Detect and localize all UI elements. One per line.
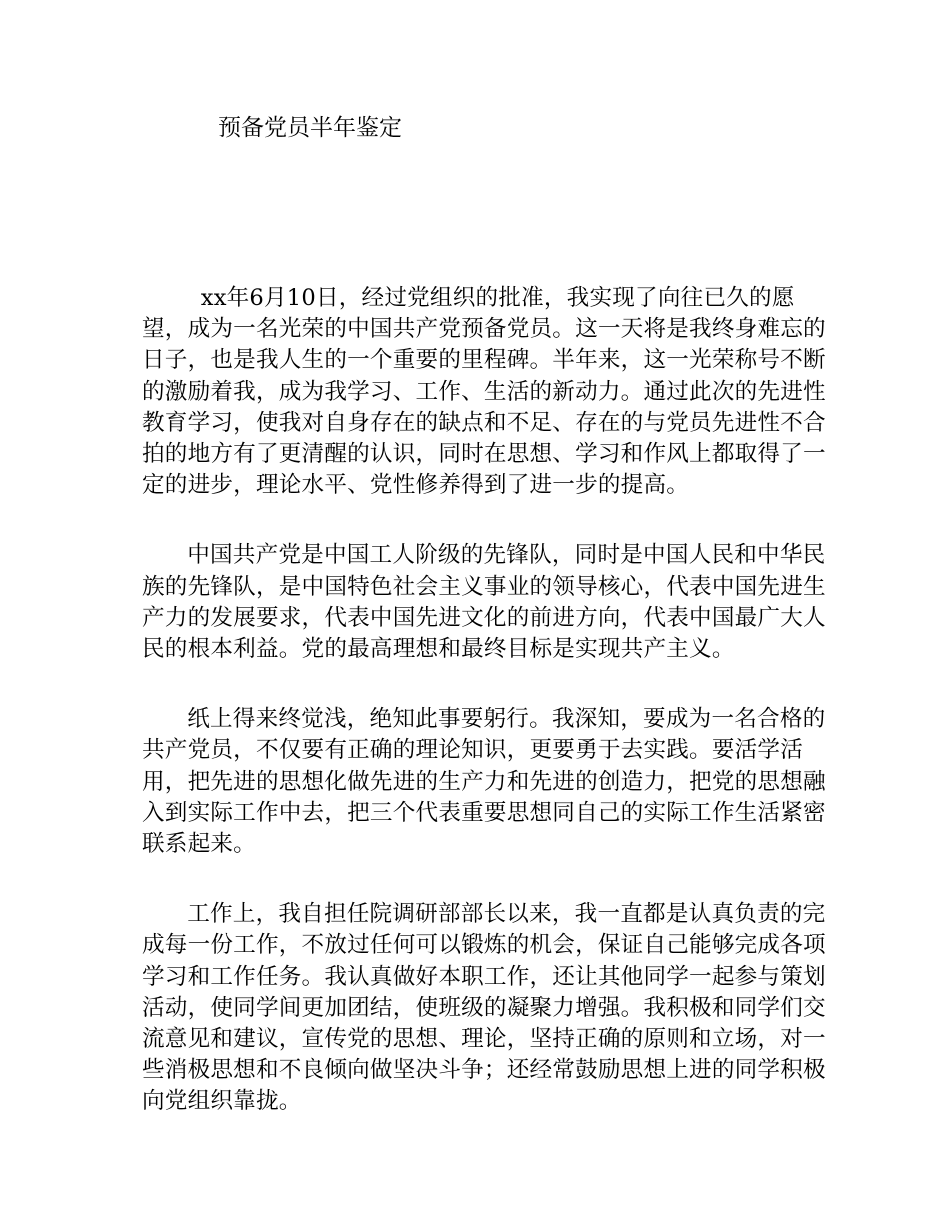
paragraph-2: 中国共产党是中国工人阶级的先锋队，同时是中国人民和中华民族的先锋队，是中国特色社会主义事业的领导核心，代表中国先进生产力的发展要求，代表中国先进文化的前进方向，代表中国最广大人民的根本利益。党的最高理想和最终目标是实现共产主义。: [142, 542, 826, 663]
paragraph-4: 工作上，我自担任院调研部部长以来，我一直都是认真负责的完成每一份工作，不放过任何可以锻炼的机会，保证自己能够完成各项学习和工作任务。我认真做好本职工作，还让其他同学一起参与策划活动，使同学间更加团结，使班级的凝聚力增强。我积极和同学们交流意见和建议，宣传党的思想、理论，坚持正确的原则和立场，对一些消极思想和不良倾向做坚决斗争；还经常鼓励思想上进的同学积极向党组织靠拢。: [142, 901, 826, 1115]
document-body: [142, 283, 826, 1157]
document-title: 预备党员半年鉴定: [218, 115, 402, 141]
paragraph-3: 纸上得来终觉浅，绝知此事要躬行。我深知，要成为一名合格的共产党员，不仅要有正确的理论知识，更要勇于去实践。要活学活用，把先进的思想化做先进的生产力和先进的创造力，把党的思想融入到实际工作中去，把三个代表重要思想同自己的实际工作生活紧密联系起来。: [142, 706, 826, 858]
paragraph-1: xx年6月10日，经过党组织的批准，我实现了向往已久的愿望，成为一名光荣的中国共产党预备党员。这一天将是我终身难忘的日子，也是我人生的一个重要的里程碑。半年来，这一光荣称号不断的激励着我，成为我学习、工作、生活的新动力。通过此次的先进性教育学习，使我对自身存在的缺点和不足、存在的与党员先进性不合拍的地方有了更清醒的认识，同时在思想、学习和作风上都取得了一定的进步，理论水平、党性修养得到了进一步的提高。: [142, 285, 826, 499]
